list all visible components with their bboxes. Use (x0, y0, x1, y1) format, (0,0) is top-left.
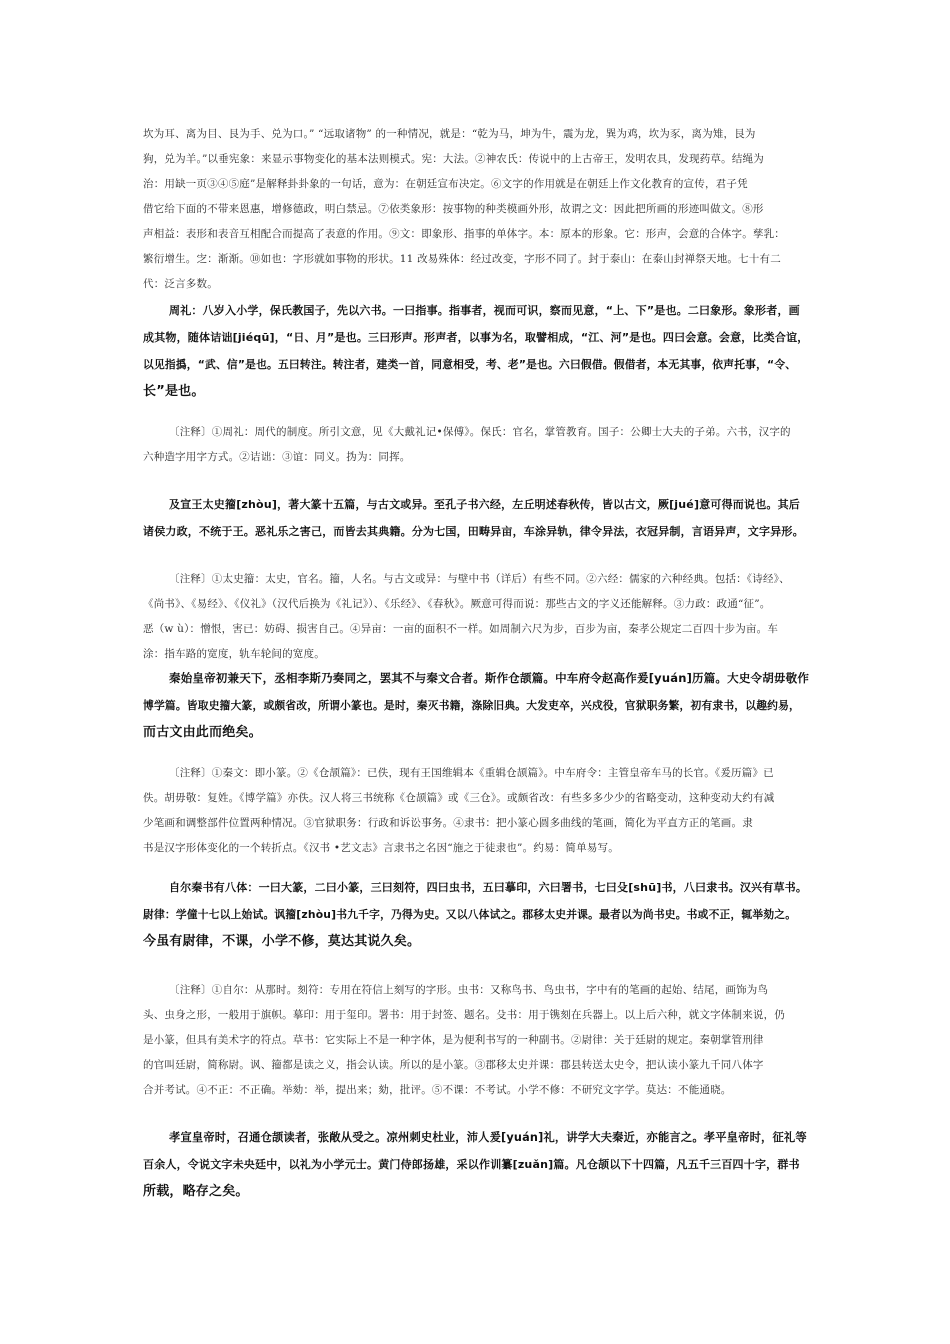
text-line: 少笔画和调整部件位置两种情况。③官狱职务：行政和诉讼事务。④隶书：把小篆心圆多曲线的笔画，简化为平直方正的笔画。隶 (143, 817, 753, 829)
annotation-block (143, 122, 809, 297)
main-paragraph (143, 491, 809, 545)
text-line: 〔注释〕①太史籀：太史，官名。籀，人名。与古文或异：与壁中书（详后）有些不同。②六经：儒家的六种经典。包括：《诗经》、 (169, 573, 790, 585)
text-line: 尉律：学僮十七以上始试。讽籀[zhòu]书九千字，乃得为史。又以八体试之。郡移太史并课。最者以为尚书史。书或不正，辄举劾之。 (143, 908, 797, 921)
main-paragraph (143, 1124, 809, 1205)
main-paragraph (143, 665, 809, 746)
text-line: 繁衍增生。㝎：渐渐。⑩如也：字形就如事物的形状。11 改易殊体：经过改变，字形不同了。封于泰山：在泰山封禅祭天地。七十有二 (143, 253, 781, 265)
annotation-block (143, 420, 809, 470)
text-line: 声相益：表形和表音互相配合而提高了表意的作用。⑨文：即象形、指事的单体字。本：原本的形象。它：形声，会意的合体字。孳乳： (143, 228, 785, 240)
text-line: 代：泛言多数。 (143, 278, 218, 290)
text-line: 〔注释〕①周礼：周代的制度。所引文意，见《大戴礼记•保傅》。保氏：官名，掌管教育。国子：公卿士大夫的子弟。六书，汉字的 (169, 426, 791, 438)
text-line: 所载，略存之矣。 (143, 1184, 249, 1199)
text-line: 及宣王太史籀[zhòu]，著大篆十五篇，与古文或异。至孔子书六经，左丘明述春秋传，皆以古文，厥[jué]意可得而说也。其后 (169, 498, 800, 511)
text-line: 今虽有尉律，不课，小学不修，莫达其说久矣。 (143, 934, 421, 949)
text-line: 周礼：八岁入小学，保氏教国子，先以六书。一曰指事。指事者，视而可识，察而见意，“上、下”是也。二曰象形。象形者，画 (169, 304, 800, 317)
text-line: 狗，兑为羊。”以垂宪象：来显示事物变化的基本法则模式。宪：大法。②神农氏：传说中的上古帝王，发明农具，发现药草。结绳为 (143, 153, 764, 165)
text-line: 而古文由此而绝矣。 (143, 725, 262, 740)
text-line: 《尚书》、《易经》、《仪礼》（汉代后换为《礼记》）、《乐经》、《春秋》。厥意可得而说：那些古文的字义还能解释。③力政：政通“征”。 (143, 598, 771, 610)
text-line: 坎为耳、离为目、艮为手、兑为口。” “远取诸物” 的一种情况，就是：“乾为马，坤为牛，震为龙，巽为鸡，坎为豕，离为雉，艮为 (143, 128, 756, 140)
text-line: 恶（w ù）：憎恨，害已：妨碍、损害自己。④异亩：一亩的面积不一样。如周制六尺为步，百步为亩，秦孝公规定二百四十步为亩。车 (143, 623, 779, 635)
text-line: 以见指撝，“武、信”是也。五曰转注。转注者，建类一首，同意相受，考、老”是也。六曰假借。假借者，本无其事，依声托事，“令、 (143, 358, 797, 371)
main-paragraph (143, 297, 809, 405)
text-line: 借它给下面的不带来恩惠，增修德政，明白禁忌。⑦依类象形：按事物的种类模画外形，故谓之文：因此把所画的形迹叫做文。⑧形 (143, 203, 764, 215)
text-line: 百余人，令说文字未央廷中，以礼为小学元士。黄门侍郎扬雄，采以作训纂[zuǎn]篇。凡仓颉以下十四篇，凡五千三百四十字，群书 (143, 1158, 800, 1171)
text-line: 成其物，随体诘诎[jiéqū]，“日、月”是也。三曰形声。形声者，以事为名，取譬相成，“江、河”是也。四曰会意。会意，比类合谊， (143, 331, 809, 344)
text-line: 治：用缺一页③④⑤庭”是解释卦卦象的一句话，意为：在朝廷宣布决定。⑥文字的作用就是在朝廷上作文化教育的宣传，君子凭 (143, 178, 748, 190)
text-line: 头、虫身之形，一般用于旗帜。摹印：用于玺印。署书：用于封签、题名。殳书：用于镌刻在兵器上。以上后六种，就文字体制来说，仍 (143, 1009, 785, 1021)
text-line: 佚。胡毋敬：复姓。《博学篇》亦佚。汉人将三书统称《仓颉篇》或《三仓》。或颇省改：有些多多少少的省略变动，这种变动大约有减 (143, 792, 775, 804)
annotation-block (143, 567, 809, 667)
text-line: 诸侯力政，不统于王。恶礼乐之害己，而皆去其典籍。分为七国，田畴异亩，车涂异轨，律令异法，衣冠异制，言语异声，文字异形。 (143, 525, 804, 538)
main-paragraph (143, 874, 809, 955)
text-line: 孝宣皇帝时，召通仓颉读者，张敞从受之。凉州刺史杜业，沛人爰[yuán]礼，讲学大夫秦近，亦能言之。孝平皇帝时，征礼等 (169, 1131, 807, 1144)
text-line: 的官叫廷尉，简称尉。讽、籀都是读之义，指会认读。所以的是小篆。③郡移太史并课：郡县转送太史令，把认读小篆九千同八体字 (143, 1059, 764, 1071)
text-line: 自尔秦书有八体：一曰大篆，二曰小篆，三曰刻符，四曰虫书，五曰摹印，六曰署书，七曰殳[shū]书，八曰隶书。汉兴有草书。 (169, 881, 808, 894)
text-line: 书是汉字形体变化的一个转折点。《汉书 •艺文志》言隶书之名因“施之于徒隶也”。约易：简单易写。 (143, 842, 619, 854)
text-line: 合并考试。④不正：不正确。举劾：举，提出来；劾，批评。⑤不课：不考试。小学不修：不研究文字学。莫达：不能通晓。 (143, 1084, 732, 1096)
annotation-block (143, 761, 809, 861)
text-line: 涂：指车路的宽度，轨车轮间的宽度。 (143, 648, 325, 660)
text-line: 秦始皇帝初兼天下，丞相李斯乃奏同之，罢其不与秦文合者。斯作仓颉篇。中车府令赵高作爰[yuán]历篇。大史令胡毋敬作 (169, 671, 809, 685)
annotation-block (143, 978, 809, 1103)
text-line: 六种造字用字方式。②诘诎：③谊：同义。㧑为：同挥。 (143, 451, 411, 463)
text-line: 是小篆，但具有美术字的符点。草书：它实际上不是一种字体，是为便利书写的一种副书。②尉律：关于廷尉的规定。秦朝掌管刑律 (143, 1034, 764, 1046)
text-line: 〔注释〕①自尔：从那时。刻符：专用在符信上刻写的字形。虫书：又称鸟书、鸟虫书，字中有的笔画的起始、结尾，画饰为鸟 (169, 984, 769, 996)
text-line: 〔注释〕①秦文：即小篆。②《仓颉篇》：已佚，现有王国维辑本《重辑仓颉篇》。中车府令：主管皇帝车马的长官。《爰历篇》已 (169, 767, 774, 779)
text-line: 长”是也。 (143, 384, 205, 399)
text-line: 博学篇。皆取史籀大篆，或颇省改，所谓小篆也。是时，秦灭书籍，涤除旧典。大发吏卒，兴戍役，官狱职务繁，初有隶书，以趣约易， (143, 699, 801, 712)
